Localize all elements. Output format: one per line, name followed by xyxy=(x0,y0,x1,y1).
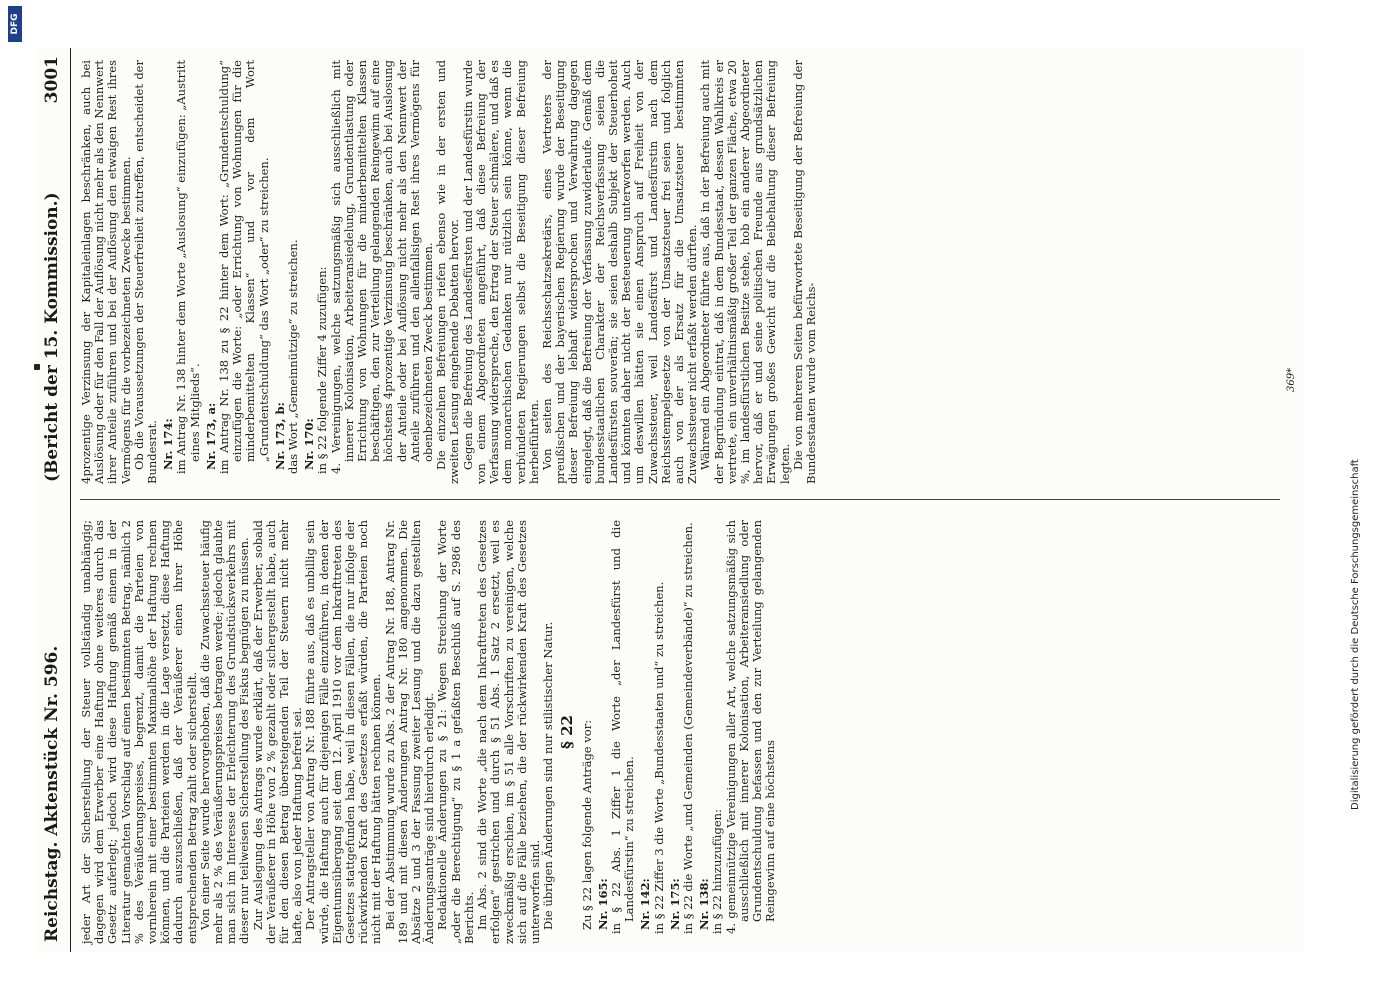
paragraph: jeder Art der Sicherstellung der Steuer vollständig unabhängig; dagegen wird dem Erwerber eine Haftung ohne weiteres durch das Gesetz auferlegt; jedoch wird diese Haftung gemäß einem in der Literatur gemachten Vorschlag auf einen bestimmten Betrag, nämlich 2 % des Veräußerungspreises, begrenzt, damit die Parteien von vornherein mit einer bestimmten Maximalhöhe der Haftung rechnen können, und die Parteien werden in die Lage versetzt, diese Haftung dadurch auszuschließen, daß der Veräußerer einen ihrer Höhe entsprechenden Betrag zahlt oder sicherstellt. xyxy=(79,520,199,944)
motion-number: Nr. 173, a: xyxy=(203,402,218,470)
motion-text: 4. gemeinnützige Vereinigungen aller Art, welche satzungsmäßig sich ausschließlich mit innerer Kolonisation, Arbeiteransiedlung oder Grundentschuldung befassen und den zur Verteilung gelangenden Reingewinn auf eine höchstens xyxy=(723,520,778,934)
dfg-logo: DFG xyxy=(8,6,22,42)
digitization-note: Digitalisierung gefördert durch die Deutsche Forschungsgemeinschaft xyxy=(1350,459,1361,810)
motion-number: Nr. 138: xyxy=(697,878,712,930)
motion-number: Nr. 175: xyxy=(667,878,682,930)
paragraph: Der Antragsteller von Antrag Nr. 188 führte aus, daß es unbillig sein würde, die Haftung auch für diejenigen Fälle einzuführen, in denen der Eigentumsübergang seit dem 12. April 1910 vor dem Inkrafttreten des Gesetzes stattgefunden habe, weil in diesen Fällen, die nur infolge der rückwirkenden Kraft des Gesetzes erfaßt würden, die Parteien noch nicht mit der Haftung hätten rechnen können. xyxy=(303,520,384,944)
motion-text: im Antrag Nr. 138 hinter dem Worte „Auslosung“ einzufügen: „Austritt eines Mitglieds“. xyxy=(174,59,202,474)
paragraph: Redaktionelle Änderungen zu § 21: Wegen Streichung der Worte „oder die Berechtigung“ zu § 1 a gefaßten Beschluß auf S. 2986 des Berichts. xyxy=(435,520,476,944)
page-number: 3001 xyxy=(42,56,62,104)
left-column xyxy=(80,520,777,944)
paragraph: Im Abs. 2 sind die Worte „die nach dem Inkrafttreten des Gesetzes erfolgen“ gestrichen und durch § 51 Abs. 1 Satz 2 ersetzt, weil es zweckmäßig erschien, im § 51 alle Vorschriften zu vereinigen, welche sich auf die Fälle beziehen, die der rückwirkenden Kraft des Gesetzes unterworfen sind. xyxy=(475,520,542,944)
paragraph: Gegen die Befreiung des Landesfürsten und der Landesfürstin wurde von einem Abgeordneten angeführt, daß diese Befreiung der Verfassung widerspreche, den Ertrag der Steuer schmälere, und daß es dem monarchischen Gedanken nur nützlich sein könne, wenn die verbündeten Regierungen selbst die Beseitigung dieser Befreiung herbeiführten. xyxy=(460,60,541,484)
motion-text: das Wort „Gemeinnützige“ zu streichen. xyxy=(286,239,301,474)
motion-text: im Antrag Nr. 138 zu § 22 hinter dem Wort: „Grundentschuldung“ einzufügen die Worte: „oder Errichtung von Wohnungen für die minderbemittelten Klassen“ und vor dem Wort „Grundentschuldung“ das Wort „oder“ zu streichen. xyxy=(217,60,271,474)
signature-mark: 369* xyxy=(1286,367,1297,392)
motion-number: Nr. 170: xyxy=(302,418,317,470)
paragraph: Bei der Abstimmung wurde zu Abs. 2 der Antrag Nr. 188, Antrag Nr. 189 und mit diesen Änderungen Antrag Nr. 180 angenommen. Die Absätze 2 und 3 der Fassung zweiter Lesung und die dazu gestellten Änderungsanträge sind hierdurch erledigt. xyxy=(382,520,437,944)
paragraph: Ob die Voraussetzungen der Steuerfreiheit zutreffen, entscheidet der Bundesrat. xyxy=(131,60,160,484)
motion-number: Nr. 142: xyxy=(638,878,653,930)
right-column xyxy=(80,60,818,484)
paragraph: Von seiten des Reichsschatzsekretärs, eines Vertreters der preußischen und der bayerischen Regierung wurde der Beseitigung dieser Befreiung lebhaft widersprochen und Verwahrung dagegen eingelegt, daß die Befreiung der Verfassung zuwiderlaufe. Gemäß dem bundesstaatlichen Charakter der Reichsverfassung seien die Landesfürsten souverän; sie seien deshalb Subjekt der Steuerhoheit und könnten daher nicht der Besteuerung unterworfen werden. Auch um deswillen hätten sie einen Anspruch auf Freiheit von der Zuwachssteuer, weil Landesfürst und Landesfürstin nach dem Reichsstempelgesetze von der Umsatzsteuer frei seien und folglich auch von der als Ersatz für die Umsatzsteuer bestimmten Zuwachssteuer nicht erfaßt werden dürften. xyxy=(539,60,700,484)
header-rule xyxy=(70,48,71,952)
paragraph: Zur Auslegung des Antrags wurde erklärt, daß der Erwerber, sobald der Veräußerer in Höhe von 2 % gezahlt oder sichergestellt habe, auch für den diesen Betrag übersteigenden Teil der Steuern nicht mehr hafte, also von jeder Haftung befreit sei. xyxy=(250,520,305,944)
ink-dot xyxy=(34,364,40,370)
motion-text: in § 22 hinzuzufügen: xyxy=(710,809,725,934)
motion-text: in § 22 die Worte „und Gemeinden (Gemeindeverbände)“ zu streichen. xyxy=(680,522,695,934)
motion-number: Nr. 165: xyxy=(595,878,610,930)
section-heading: § 22 xyxy=(558,715,577,749)
paragraph: Die übrigen Änderungen sind nur stilistischer Natur. xyxy=(541,621,556,930)
paragraph: Die von mehreren Seiten befürwortete Beseitigung der Befreiung der Bundesstaaten wurde vom Reichs- xyxy=(790,60,818,484)
motion-number: Nr. 174: xyxy=(161,418,176,470)
paragraph: 4prozentige Verzinsung der Kapitaleinlagen beschränken, auch bei Auslösung oder für den Fall der Auflösung nicht mehr als den Nennwert ihrer Anteile zuführen und bei der Auflösung den etwaigen Rest ihres Vermögens für die vorbezeichneten Zwecke bestimmen. xyxy=(79,60,133,484)
page-header xyxy=(42,48,68,952)
motion-text: in § 22 Abs. 1 Ziffer 1 die Worte „der Landesfürst und die Landesfürstin“ zu streichen. xyxy=(608,520,637,934)
paragraph: Während ein Abgeordneter führte aus, daß in der Befreiung auch mit der Begründung eintrat, daß in dem Bundesstaat, dessen Wahlkreis er vertrete, ein unverhältnismäßig großer Teil der ganzen Fläche, etwa 20 %, im landesfürstlichen Besitze stehe, hob ein anderer Abgeordneter hervor, daß er und seine politischen Freunde aus grundsätzlichen Erwägungen großes Gewicht auf die Beibehaltung dieser Befreiung legten. xyxy=(698,60,792,484)
paragraph: Zu § 22 lagen folgende Anträge vor: xyxy=(579,719,594,930)
motion-text: 4. Vereinigungen, welche satzungsmäßig sich ausschließlich mit innerer Kolonisation, Arbeiteransiedelung, Grundentlastung oder Errichtung von Wohnungen für die minderbemittelten Klassen beschäftigen, den zur Verteilung gelangenden Reingewinn auf eine höchstens 4prozentige Verzinsung beschränken, auch bei Auslosung der Anteile oder bei Auflösung nicht mehr als den Nennwert der Anteile zuführen und den allenfallsigen Rest ihres Vermögens für obenbezeichneten Zweck bestimmen. xyxy=(328,60,436,474)
motion-text: in § 22 folgende Ziffer 4 zuzufügen: xyxy=(315,266,330,474)
document-page xyxy=(36,48,1304,952)
paragraph: Von einer Seite wurde hervorgehoben, daß die Zuwachssteuer häufig mehr als 2 % des Veräußerungspreises betragen werde; jedoch glaubte man sich im Interesse der Erleichterung des Grundstücksverkehrs mit dieser nur teilweisen Sicherstellung des Fiskus begnügen zu müssen. xyxy=(197,520,252,944)
motion-number: Nr. 173, b: xyxy=(272,402,287,470)
column-divider xyxy=(80,499,1280,500)
paragraph: Die einzelnen Befreiungen riefen ebenso wie in der ersten und zweiten Lesung eingehende Debatten hervor. xyxy=(434,60,462,484)
header-right: (Bericht der 15. Kommission.) xyxy=(42,192,62,482)
header-left: Reichstag. Aktenstück Nr. 596. xyxy=(42,645,62,942)
motion-text: in § 22 Ziffer 3 die Worte „Bundesstaaten und“ zu streichen. xyxy=(651,581,666,934)
